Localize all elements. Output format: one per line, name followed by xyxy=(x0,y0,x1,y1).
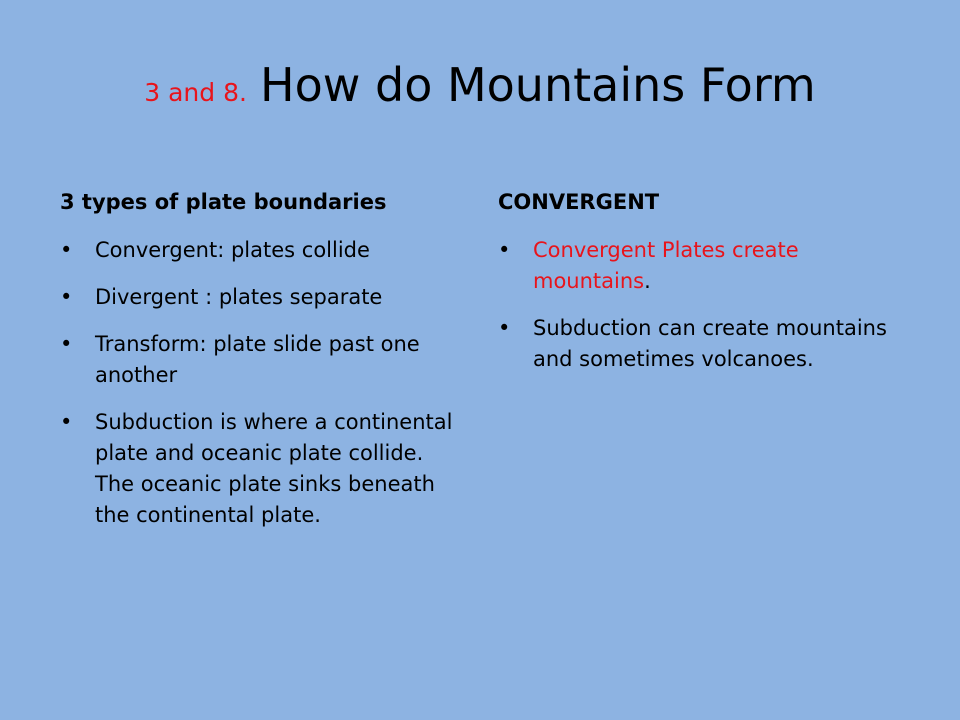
left-column-heading: 3 types of plate boundaries xyxy=(60,190,387,214)
title-prefix: 3 and 8. xyxy=(144,78,247,107)
bullet-subduction: • Subduction is where a continental plate and oceanic plate collide. The oceanic plate sinks beneath the continental plate. xyxy=(60,407,460,531)
bullet-convergent: • Convergent: plates collide xyxy=(60,235,460,266)
bullet-subduction-mountains: • Subduction can create mountains and sometimes volcanoes. xyxy=(498,313,898,375)
left-column xyxy=(60,190,460,547)
bullet-convergent-plates-tail: . xyxy=(644,269,651,294)
bullet-divergent: • Divergent : plates separate xyxy=(60,282,460,313)
title-main: How do Mountains Form xyxy=(260,58,816,112)
bullet-convergent-plates xyxy=(498,235,898,297)
right-column-heading: CONVERGENT xyxy=(498,190,660,214)
right-bullet-list xyxy=(498,235,898,375)
right-column xyxy=(498,190,898,391)
bullet-convergent-plates-red-text: Convergent Plates create mountains xyxy=(533,238,799,294)
bullet-transform: • Transform: plate slide past one another xyxy=(60,329,460,391)
slide-title xyxy=(0,58,960,112)
left-bullet-list xyxy=(60,235,460,531)
